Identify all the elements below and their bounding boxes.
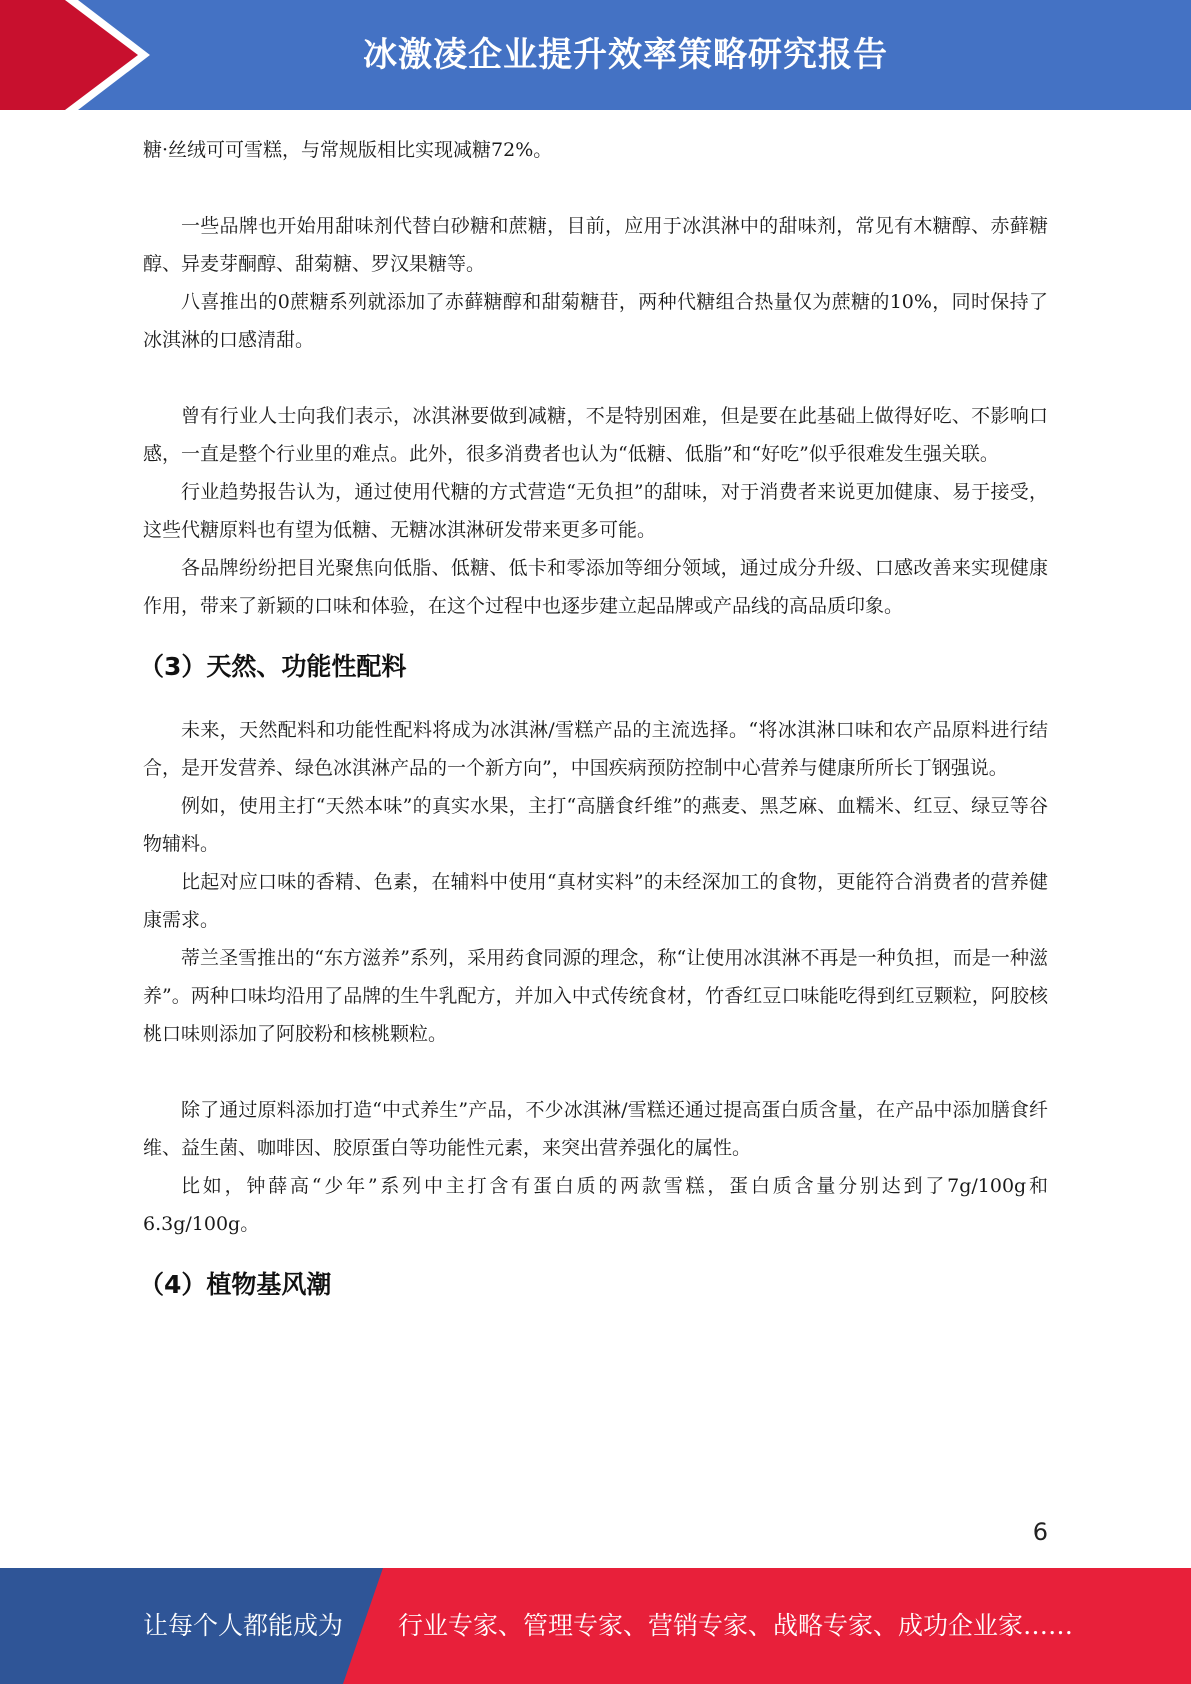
paragraph: 未来，天然配料和功能性配料将成为冰淇淋/雪糕产品的主流选择。“将冰淇淋口味和农产品原料进行结合，是开发营养、绿色冰淇淋产品的一个新方向”，中国疾病预防控制中心营养与健康所所长丁钢强说。	[143, 719, 1048, 779]
footer-slogan-left: 让每个人都能成为	[143, 1611, 344, 1640]
page-number: 6	[1032, 1518, 1048, 1546]
paragraph-gap	[143, 169, 1048, 207]
paragraph: 除了通过原料添加打造“中式养生”产品，不少冰淇淋/雪糕还通过提高蛋白质含量，在产品中添加膳食纤维、益生菌、咖啡因、胶原蛋白等功能性元素，来突出营养强化的属性。	[143, 1099, 1048, 1159]
section-heading-4: （4）植物基风潮	[139, 1270, 332, 1299]
paragraph-gap	[143, 359, 1048, 397]
paragraph-gap	[143, 1053, 1048, 1091]
paragraph: 一些品牌也开始用甜味剂代替白砂糖和蔗糖，目前，应用于冰淇淋中的甜味剂，常见有木糖醇、赤藓糖醇、异麦芽酮醇、甜菊糖、罗汉果糖等。	[143, 215, 1048, 275]
paragraph: 蒂兰圣雪推出的“东方滋养”系列，采用药食同源的理念，称“让使用冰淇淋不再是一种负担，而是一种滋养”。两种口味均沿用了品牌的生牛乳配方，并加入中式传统食材，竹香红豆口味能吃得到红豆颗粒，阿胶核桃口味则添加了阿胶粉和核桃颗粒。	[143, 947, 1048, 1045]
paragraph: 例如，使用主打“天然本味”的真实水果，主打“高膳食纤维”的燕麦、黑芝麻、血糯米、红豆、绿豆等谷物辅料。	[143, 795, 1048, 855]
paragraph: 行业趋势报告认为，通过使用代糖的方式营造“无负担”的甜味，对于消费者来说更加健康、易于接受，这些代糖原料也有望为低糖、无糖冰淇淋研发带来更多可能。	[143, 481, 1048, 541]
section-heading-3: （3）天然、功能性配料	[139, 652, 407, 681]
paragraph: 糖·丝绒可可雪糕，与常规版相比实现减糖72%。	[143, 139, 553, 161]
page-header	[0, 0, 1191, 110]
page-footer	[0, 1568, 1191, 1684]
paragraph: 比如，钟薛高“少年”系列中主打含有蛋白质的两款雪糕，蛋白质含量分别达到了7g/100g和6.3g/100g。	[143, 1175, 1048, 1235]
document-body	[139, 131, 1048, 1329]
paragraph: 比起对应口味的香精、色素，在辅料中使用“真材实料”的未经深加工的食物，更能符合消费者的营养健康需求。	[143, 871, 1048, 931]
paragraph: 八喜推出的0蔗糖系列就添加了赤藓糖醇和甜菊糖苷，两种代糖组合热量仅为蔗糖的10%，同时保持了冰淇淋的口感清甜。	[143, 291, 1048, 351]
paragraph: 曾有行业人士向我们表示，冰淇淋要做到减糖，不是特别困难，但是要在此基础上做得好吃、不影响口感，一直是整个行业里的难点。此外，很多消费者也认为“低糖、低脂”和“好吃”似乎很难发生强关联。	[143, 405, 1048, 465]
footer-slogan-right: 行业专家、管理专家、营销专家、战略专家、成功企业家……	[398, 1611, 1074, 1640]
paragraph: 各品牌纷纷把目光聚焦向低脂、低糖、低卡和零添加等细分领域，通过成分升级、口感改善来实现健康作用，带来了新颖的口味和体验，在这个过程中也逐步建立起品牌或产品线的高品质印象。	[143, 557, 1048, 617]
report-title: 冰激凌企业提升效率策略研究报告	[363, 35, 888, 75]
